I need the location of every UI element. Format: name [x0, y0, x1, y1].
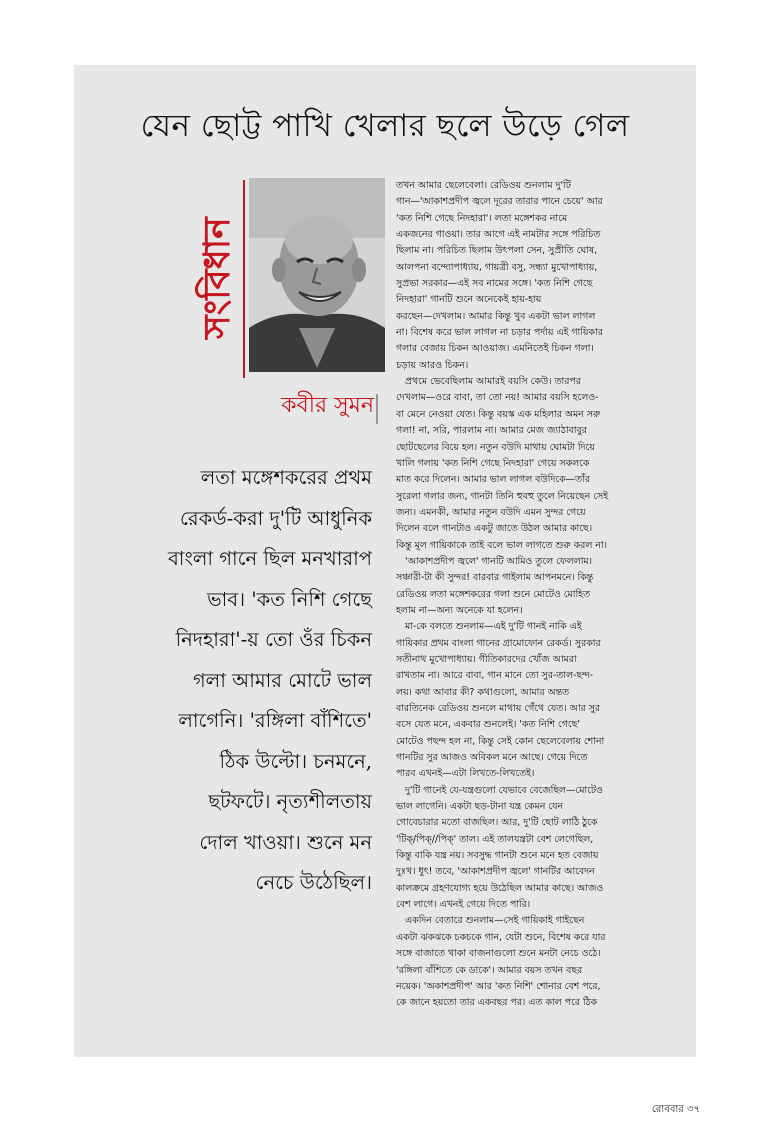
body-text-line: ভাল লাগেনি। একটা ছড়-টানা যন্ত্র কেমন যেন [396, 801, 564, 813]
pull-quote-line: নেচে উঠেছিল। [255, 871, 372, 894]
body-text-line: বেশ লাগে। এখনই গেয়ে দিতে পারি। [396, 899, 531, 911]
body-text-line: সঙ্গে বাজাতে থাকা বাজনাগুলো শুনে মনটা নেচে ওঠে। [396, 948, 601, 960]
body-text-line: মাত করে দিলেন। আমার ভাল লাগল বউদিকে—তাঁর [396, 474, 590, 486]
pull-quote-line: রেকর্ড-করা দু'টি আধুনিক [180, 506, 372, 530]
body-text-line: একদিন বেতারে শুনলাম—সেই গায়িকাই গাইছেন [405, 915, 585, 927]
body-text-line: দুঃখ। ধুৎ! তবে, 'আকাশপ্রদীপ জ্বলে' গানটির আবেদন [396, 866, 595, 878]
body-text-line: করছেন—দেখলাম। আমার কিন্তু খুব একটা ভাল লাগল [396, 310, 596, 322]
body-text-line: সুরেলা গলার জন্য, গানটা তিনি হুবহু তুলে নিয়েছেন সেই [396, 490, 609, 502]
body-text-line: রেডিওয় লতা মঙ্গেশকরের গলা শুনে মোটেও মোহিত [396, 588, 591, 600]
body-text-line: গানটির সুর আজও অবিকল মনে আছে। গেয়ে দিতে [396, 752, 588, 764]
body-text-line: সঞ্চারী-টা কী সুন্দর! বারবার গাইলাম আপনমনে। কিন্তু [396, 572, 594, 584]
pull-quote-line: ভাব। 'কত নিশি গেছে [207, 587, 372, 611]
body-text-line: হলাম না—অন্য অনেকে যা হলেন। [396, 604, 523, 616]
body-text-line: বা মেনে নেওয়া যেত। কিন্তু বয়স্ক এক মহিলার অমন সরু [396, 408, 601, 420]
body-text-line: কালক্রমে গ্রহণযোগ্য হয়ে উঠেছিল আমার কাছে। আজও [396, 882, 604, 894]
article-body [396, 178, 680, 1038]
body-text-line: জন্য। এমনকী, আমার নতুন বউদি এমন সুন্দর গেয়ে [396, 506, 586, 518]
body-text-line: লয়। কথা আবার কী? কথাগুলো, আমার অন্তত [396, 686, 570, 698]
author-portrait [249, 178, 385, 372]
pull-quote-line: লতা মঙ্গেশকরের প্রথম [200, 466, 372, 489]
body-text-line: আলপনা বন্দ্যোপাধ্যায়, গায়ত্রী বসু, সন্ধ্যা মুখোপাধ্যায়, [396, 261, 598, 273]
body-text-line: 'কত নিশি গেছে নিদহারা'। লতা মঙ্গেশকর নামে [396, 212, 568, 224]
body-text-line: 'রঙ্গিলা বাঁশিতে কে ডাকে'। আমার বয়স তখন বছর [396, 964, 583, 976]
body-text-line: গান—'আকাশপ্রদীপ জ্বলে দূরের তারার পানে চেয়ে' আর [396, 196, 603, 208]
body-text-line: মা-কে বলতে শুনলাম—এই দু'টি গানই নাকি এই [405, 621, 582, 633]
body-text-line: পারব এখনই—এটা লিখতে-লিখতেই। [396, 768, 535, 780]
pull-quote-line: গলা আমার মোটে ভাল [192, 668, 372, 692]
body-text-line: একজনের গাওয়া। তার আগে এই নামটার সঙ্গে পরিচিত [396, 229, 601, 241]
byline-rule [376, 394, 378, 424]
author-portrait-image [249, 178, 385, 372]
body-text-line: প্রথমে ভেবেছিলাম আমারই বয়সি কেউ। তারপর [405, 376, 581, 388]
body-text-line: একটা ঝকঝকে চকচকে গান, যেটা শুনে, বিশেষ করে যার [396, 931, 606, 943]
body-text-line: ছিলাম না। পরিচিত ছিলাম উৎপলা সেন, সুপ্রীতি ঘোষ, [396, 245, 598, 257]
body-text-line: গোবেচারার মতো বাজছিল। আর, দু'টি ছোট লাঠি ঠুকে [396, 817, 598, 829]
body-text-line: সতীনাথ মুখোপাধ্যায়। গীতিকারদের খোঁজ আমরা [396, 653, 577, 665]
body-text-line: নয়েক। 'অকাশপ্রদীপ' আর 'কত নিশি' শোনার বেশ পরে, [396, 980, 601, 992]
body-text-line: দেখলাম—ওরে বাবা, তা তো নয়! আমার বয়সি হলেও- [396, 392, 599, 404]
pull-quote-line: ছটফটে। নৃত্যশীলতায় [208, 790, 372, 813]
body-text-line: দু'টি গানেই যে-যন্ত্রগুলো যেভাবে বেজেছিল—মোটেও [405, 784, 603, 796]
body-text-line: খালি গলায় 'কত নিশি গেছে নিদহারা' গেয়ে সকলকে [396, 457, 590, 469]
page-footer: রোববার ৩৭ [651, 1104, 700, 1115]
body-text-line: গলার বেজায় চিকন আওয়াজ। এমনিতেই চিকন গলা। [396, 343, 594, 355]
body-text-line: না। বিশেষ করে ভাল লাগল না চড়ার পর্দায় এই গায়িকার [396, 327, 603, 339]
byline-author: কবীর সুমন [281, 393, 374, 418]
pull-quote-line: দোল খাওয়া। শুনে মন [199, 830, 372, 854]
body-text-line: ছোটছেলের বিয়ে হল। নতুন বউদি মাথায় ঘোমটা দিয়ে [396, 441, 595, 453]
body-text-line: বারতিনেক রেডিওয় শুনলে মাথায় গেঁথে যেত। আর সুর [396, 703, 601, 714]
body-text-line: তখন আমার ছেলেবেলা। রেডিওয় শুনলাম দু'টি [396, 180, 571, 191]
pull-quote-line: ঠিক উল্টো। চনমনে, [219, 749, 372, 773]
body-text-line: সুপ্রভা সরকার—এই সব নামের সঙ্গে। 'কত নিশি গেছে [396, 278, 593, 290]
pull-quote [94, 458, 372, 904]
body-text-line: মোটেও পছন্দ হল না, কিন্তু সেই কোন ছেলেবেলায় শোনা [396, 735, 605, 747]
body-text-line: বসে যেত মনে, একবার শুনলেই। 'কত নিশি গেছে' [396, 719, 580, 731]
pull-quote-line: লাগেনি। 'রঙ্গিলা বাঁশিতে' [178, 709, 372, 732]
body-text-line: নিদহারা' গানটি শুনে অনেকেই হায়-হায় [396, 294, 542, 306]
body-text-line: রাখতাম না। আরে বাবা, গান মানে তো সুর-তাল-ছন্দ- [396, 670, 593, 682]
body-text-line: গায়িকার প্রথম বাংলা গানের গ্রামোফোন রেকর্ড। সুরকার [396, 637, 601, 649]
body-text-line: কে জানে হয়তো তার একবছর পর। এত কাল পরে ঠিক [396, 997, 598, 1009]
body-text-line: গলা! না, সরি, পারলাম না। আমার মেজ জ্যাঠাবাবুর [396, 425, 587, 437]
pull-quote-line: বাংলা গানে ছিল মনখারাপ [167, 547, 372, 570]
pull-quote-line: নিদহারা'-য় তো ওঁর চিকন [175, 628, 372, 651]
body-text-line: কিন্তু বাকি যন্ত্র নয়। সবসুদ্ধ গানটা শুনে মনে হত বেজায় [396, 850, 599, 862]
body-text-line: চড়ায় আরও চিকন। [396, 359, 469, 371]
body-text-line: 'আকাশপ্রদীপ জ্বলে' গানটি আমিও তুলে ফেললাম। [405, 555, 592, 567]
headline: যেন ছোট্ট পাখি খেলার ছলে উড়ে গেল [140, 108, 630, 144]
body-text-line: 'টিক্/পিক্//পিক্' তাল। এই তালযন্ত্রটা বেশ লেগেছিল, [396, 833, 594, 845]
body-text-line: কিন্তু মূল গায়িকাকে তাই বলে ভাল লাগতে শুরু করল না। [396, 539, 607, 551]
column-tag: সংবিধান [197, 217, 238, 339]
column-tag-rule [243, 180, 245, 378]
body-text-line: দিলেন বলে গানটাও একটু জাতে উঠল আমার কাছে। [396, 523, 593, 535]
